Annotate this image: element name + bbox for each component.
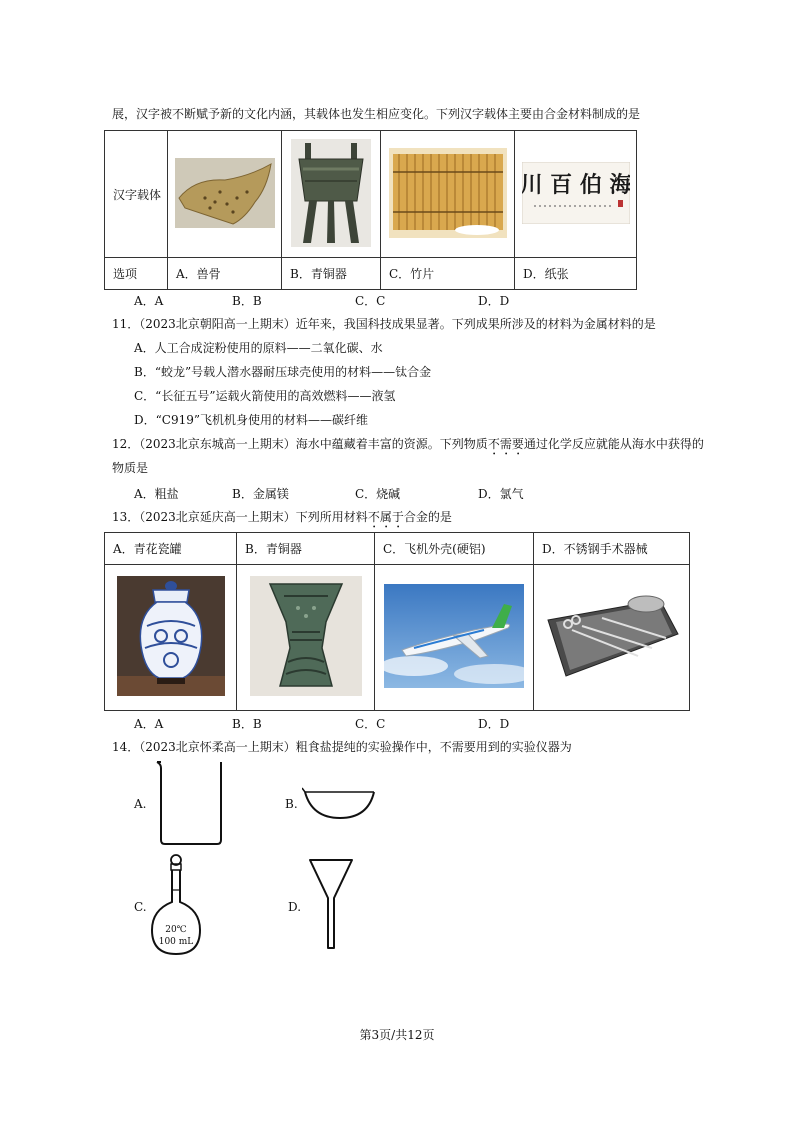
q14-label-c[interactable]: C. xyxy=(134,900,147,914)
q13-stem-emphasis: 不属于 xyxy=(367,510,404,524)
q13-image-surgical-cell xyxy=(534,565,690,711)
flask-volume-label: 100 mL xyxy=(158,937,194,947)
q13-image-vase-cell xyxy=(105,565,237,711)
q11-option-a[interactable]: A．人工合成淀粉使用的原料——二氧化碳、水 xyxy=(134,341,383,355)
q13-answer-c[interactable]: C．C xyxy=(355,717,386,731)
q10-option-a: A．兽骨 xyxy=(176,267,221,281)
q12-option-d[interactable]: D．氯气 xyxy=(478,487,524,501)
q12-stem-suffix: 通过化学反应就能从海水中获得的 xyxy=(523,437,704,451)
q10-carrier-header: 汉字载体 xyxy=(113,187,162,202)
q13-stem-prefix: 13．（2023北京延庆高一上期末）下列所用材料 xyxy=(112,510,368,524)
q13-answer-b[interactable]: B．B xyxy=(232,717,262,731)
q12-stem-emphasis: 不需要 xyxy=(487,437,524,451)
page-footer: 第3页/共12页 xyxy=(359,1028,435,1042)
q13-header-d-cell xyxy=(534,533,690,565)
c919-airplane-image xyxy=(384,584,524,688)
q12-stem-prefix: 12．（2023北京东城高一上期末）海水中蕴藏着丰富的资源。下列物质 xyxy=(112,437,488,451)
q13-header-b: B．青铜器 xyxy=(245,542,302,556)
q11-stem: 11．（2023北京朝阳高一上期末）近年来，我国科技成果显著。下列成果所涉及的材料为金属材料的是 xyxy=(112,317,656,331)
q10-carrier-header-cell xyxy=(105,131,168,258)
q13-header-c: C．飞机外壳(硬铝) xyxy=(383,542,486,556)
q11-option-d[interactable]: D．“C919”飞机机身使用的材料——碳纤维 xyxy=(134,413,368,427)
q12-stem-line2: 物质是 xyxy=(112,461,149,475)
q14-label-d[interactable]: D. xyxy=(288,900,302,914)
q11-option-b[interactable]: B．“蛟龙”号载人潜水器耐压球壳使用的材料——钛合金 xyxy=(134,365,432,379)
q12-option-c[interactable]: C．烧碱 xyxy=(355,487,401,501)
funnel-icon[interactable] xyxy=(308,858,354,950)
volumetric-flask-icon[interactable] xyxy=(150,852,202,958)
q13-header-d: D．不锈钢手术器械 xyxy=(542,542,648,556)
q10-option-b: B．青铜器 xyxy=(290,267,347,281)
q10-image-paper-cell xyxy=(515,131,637,258)
bronze-vessel-image xyxy=(291,139,371,247)
q13-image-bronze-cell xyxy=(237,565,375,711)
bronze-zun-image xyxy=(250,576,362,696)
q13-header-b-cell xyxy=(237,533,375,565)
q10-option-header-cell xyxy=(105,258,168,290)
q10-option-c: C．竹片 xyxy=(389,267,435,281)
bamboo-slips-image xyxy=(389,148,507,238)
q12-option-b[interactable]: B．金属镁 xyxy=(232,487,289,501)
q10-option-a-cell xyxy=(168,258,282,290)
q13-stem-suffix: 合金的是 xyxy=(403,510,452,524)
q10-stem-tail: 展，汉字被不断赋予新的文化内涵，其载体也发生相应变化。下列汉字载体主要由合金材料制成的是 xyxy=(112,107,641,121)
q10-answer-c[interactable]: C．C xyxy=(355,294,386,308)
q14-label-b[interactable]: B. xyxy=(285,797,298,811)
beaker-icon[interactable] xyxy=(155,760,227,846)
q12-option-a[interactable]: A．粗盐 xyxy=(134,487,179,501)
q10-option-d: D．纸张 xyxy=(523,267,569,281)
q11-option-c[interactable]: C．“长征五号”运载火箭使用的高效燃料——液氢 xyxy=(134,389,396,403)
q13-header-c-cell xyxy=(375,533,534,565)
q14-label-a[interactable]: A. xyxy=(134,797,147,811)
q10-image-bronze-cell xyxy=(282,131,381,258)
q13-stem xyxy=(112,509,452,531)
flask-temp-label: 20℃ xyxy=(165,925,187,935)
porcelain-jar-image xyxy=(117,576,225,696)
q13-header-a: A．青花瓷罐 xyxy=(113,542,182,556)
evaporating-dish-icon[interactable] xyxy=(302,786,378,822)
q10-option-d-cell xyxy=(515,258,637,290)
q10-option-header: 选项 xyxy=(113,267,138,281)
q10-image-bone-cell xyxy=(168,131,282,258)
q13-image-airplane-cell xyxy=(375,565,534,711)
q10-image-bamboo-cell xyxy=(381,131,515,258)
q10-answer-b[interactable]: B．B xyxy=(232,294,262,308)
q13-header-a-cell xyxy=(105,533,237,565)
q13-table xyxy=(104,532,690,711)
q10-option-b-cell xyxy=(282,258,381,290)
calligraphy-text: 川 百 伯 海 xyxy=(521,171,630,198)
q10-answer-d[interactable]: D．D xyxy=(478,294,510,308)
oracle-bone-image xyxy=(175,158,275,228)
q10-table xyxy=(104,130,637,290)
q12-stem xyxy=(112,436,704,458)
q10-option-c-cell xyxy=(381,258,515,290)
surgical-instruments-image xyxy=(542,590,682,682)
q13-answer-d[interactable]: D．D xyxy=(478,717,510,731)
q13-answer-a[interactable]: A．A xyxy=(134,717,164,731)
q14-stem: 14．（2023北京怀柔高一上期末）粗食盐提纯的实验操作中，不需要用到的实验仪器为 xyxy=(112,740,572,754)
calligraphy-paper-image xyxy=(522,162,630,224)
q10-answer-a[interactable]: A．A xyxy=(134,294,164,308)
